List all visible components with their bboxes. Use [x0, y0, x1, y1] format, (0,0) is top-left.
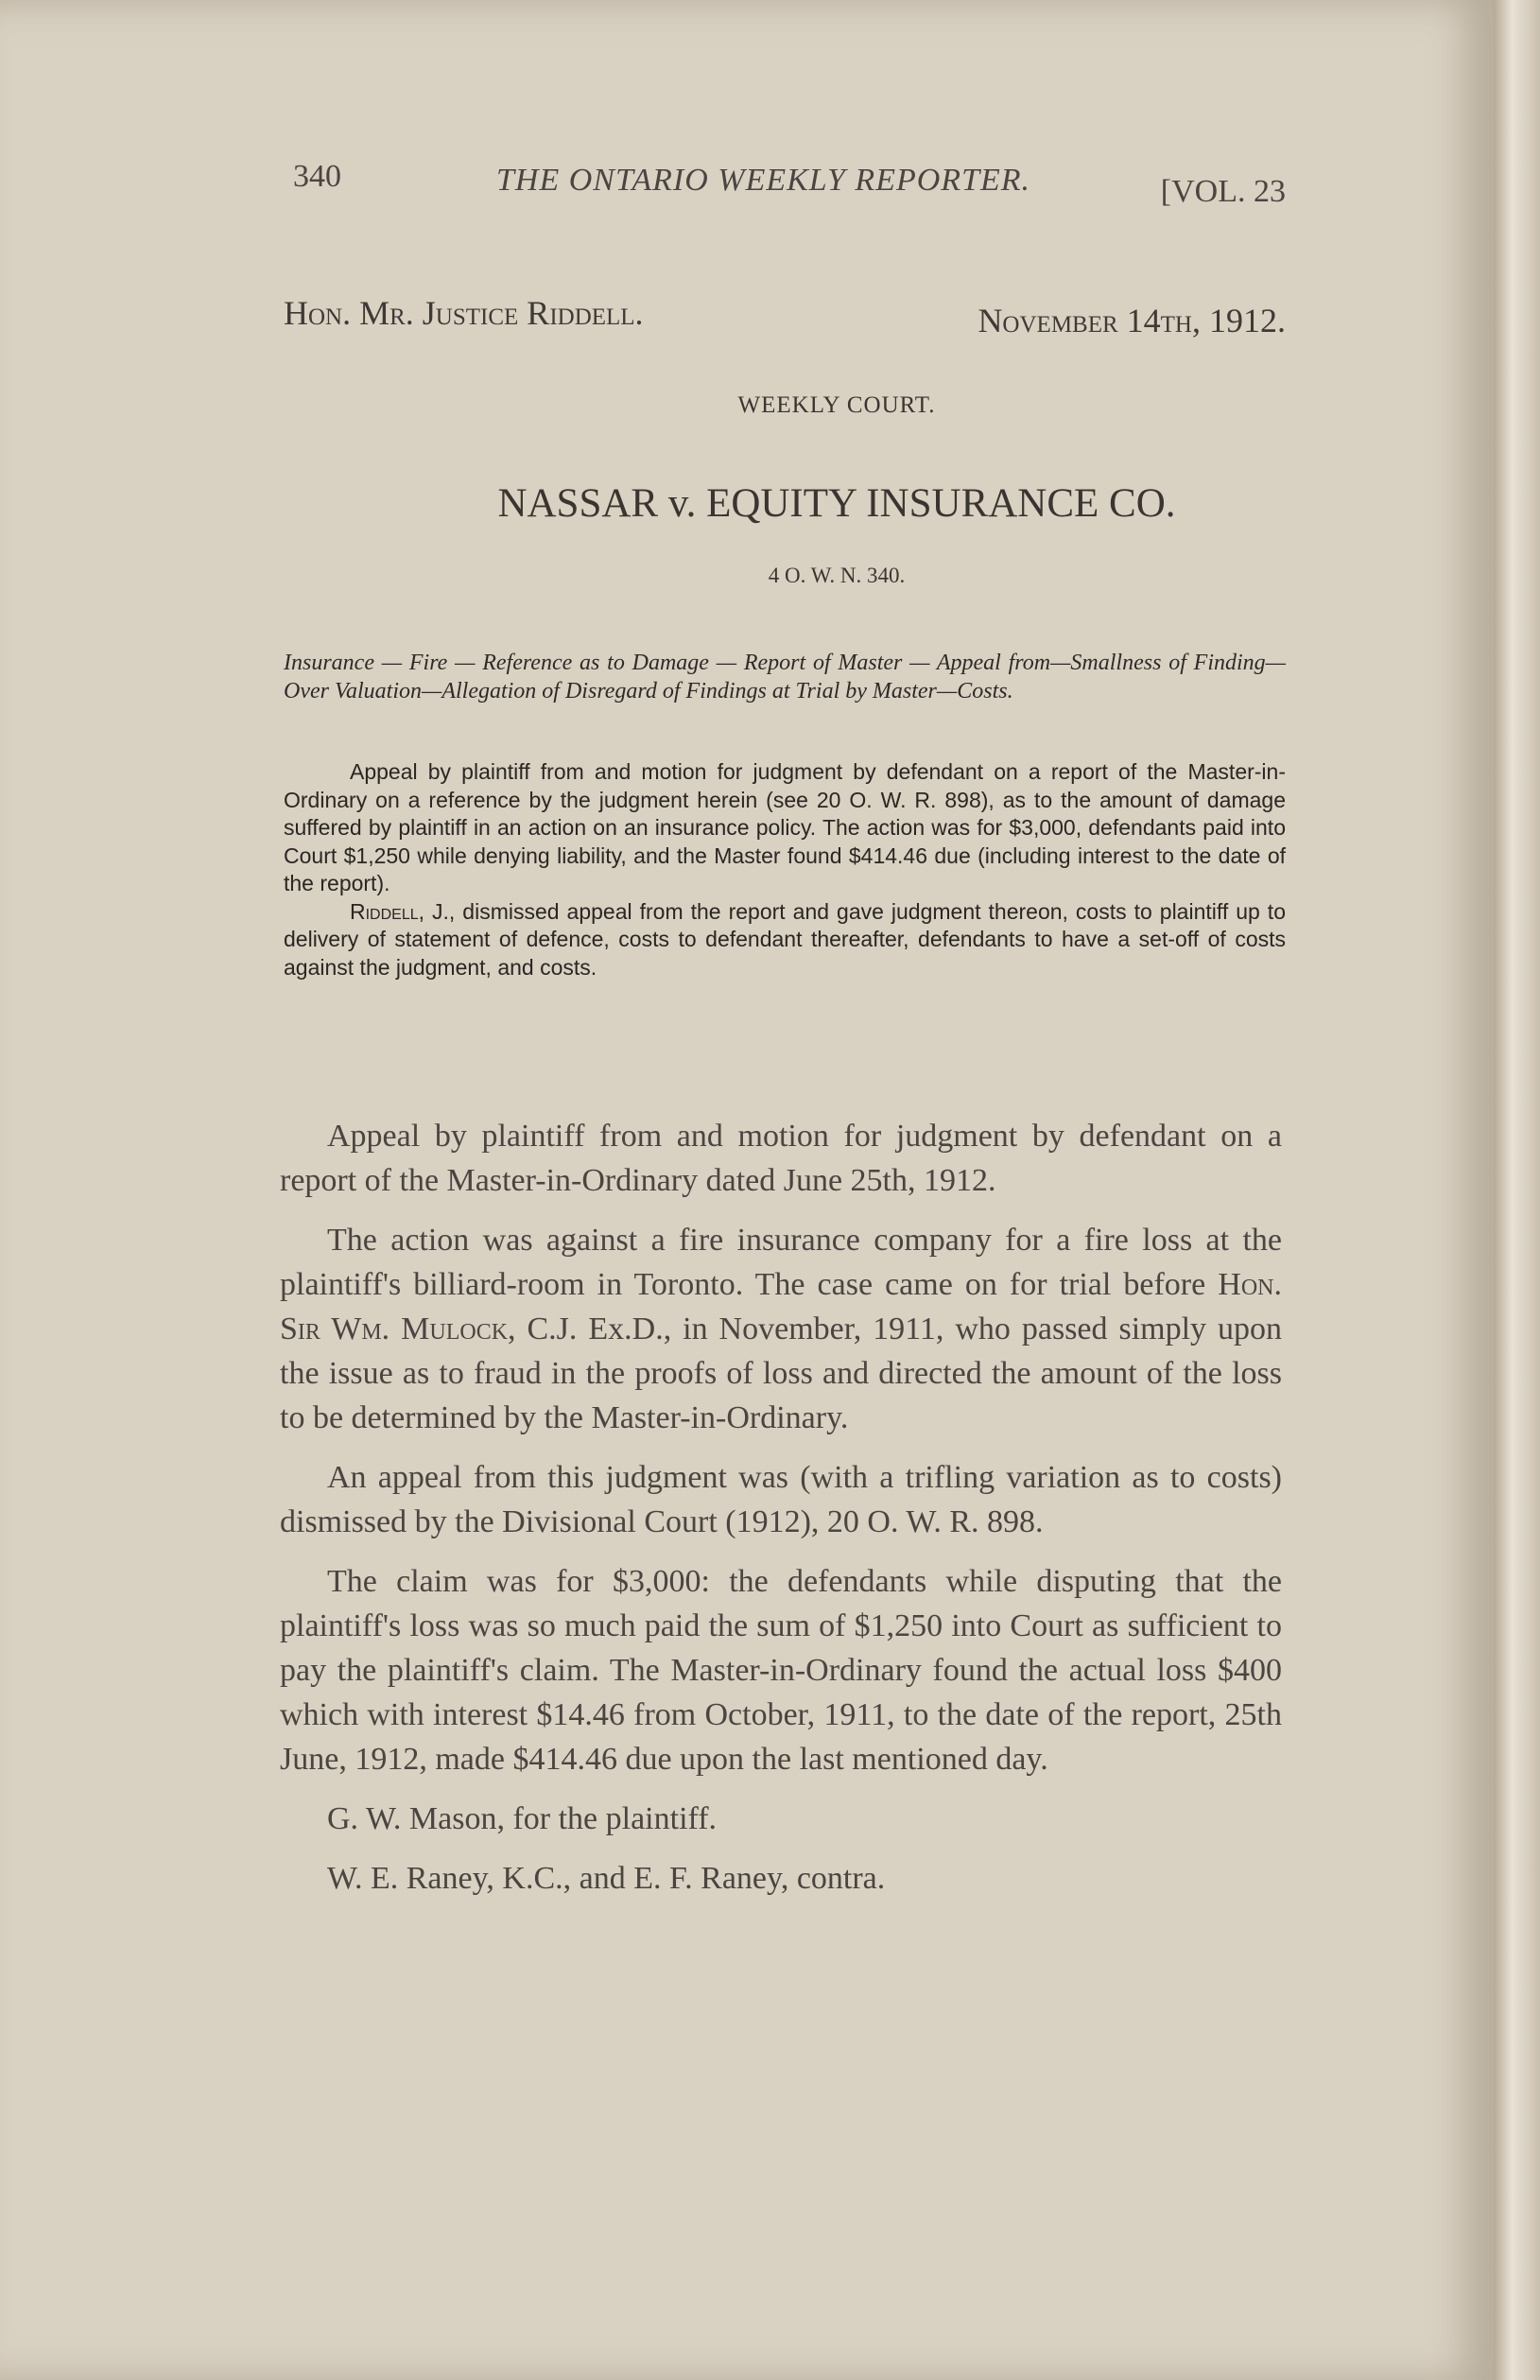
- summary-paragraph: Appeal by plaintiff from and motion for judgment by defendant on a report of the Master-in-Ordinary on a reference by the judgment herein (see 20 O. W. R. 898), as to the amount of damage suffered by plaintiff in an action on an insurance policy. The action was for $3,000, defendants paid into Court $1,250 while denying liability, and the Master found $414.46 due (including interest to the date of the report).: [284, 759, 1286, 895]
- headnote-keywords: Insurance — Fire — Reference as to Damage — Report of Master — Appeal from—Smallness of Finding—Over Valuation—Allegation of Disregard of Findings at Trial by Master—Costs.: [284, 651, 1286, 704]
- page-number: 340: [293, 159, 341, 194]
- body-paragraph: An appeal from this judgment was (with a trifling variation as to costs) dismissed by the Divisional Court (1912), 20 O. W. R. 898.: [280, 1460, 1282, 1539]
- summary-paragraph: [284, 898, 1286, 982]
- summary-judge: Riddell, J.,: [350, 898, 456, 924]
- judge-date-line: [284, 293, 1286, 339]
- volume-label: [VOL. 23: [1160, 174, 1286, 209]
- body-paragraph: The claim was for $3,000: the defendants while disputing that the plaintiff's loss was so much paid the sum of $1,250 into Court as sufficient to pay the plaintiff's claim. The Master-in-Ordinary found the actual loss $400 which with interest $14.46 from October, 1911, to the date of the report, 25th June, 1912, made $414.46 due upon the last mentioned day.: [280, 1564, 1282, 1777]
- judgment-body: [280, 1114, 1282, 1916]
- decision-date: November 14th, 1912.: [978, 302, 1286, 339]
- running-title: THE ONTARIO WEEKLY REPORTER.: [496, 163, 1031, 198]
- summary-holding: dismissed appeal from the report and gave judgment thereon, costs to plaintiff up to delivery of statement of defence, costs to defendant thereafter, defendants to have a set-off of costs against the judgment, and costs.: [284, 898, 1286, 980]
- body-text: The action was against a fire insurance company for a fire loss at the plaintiff's billiard-room in Toronto. The case came on for trial before: [280, 1223, 1282, 1302]
- trial-judge: Hon. Sir Wm. Mulock,: [280, 1267, 1282, 1346]
- body-text: C.J. Ex.D., in November, 1911, who passed simply upon the issue as to fraud in the proofs of loss and directed the amount of the loss to be determined by the Master-in-Ordinary.: [280, 1312, 1283, 1435]
- case-citation: 4 O. W. N. 340.: [768, 564, 906, 587]
- page-edge: [1494, 0, 1540, 2380]
- body-paragraph: [280, 1218, 1282, 1440]
- running-header: [293, 159, 1286, 209]
- body-paragraph: Appeal by plaintiff from and motion for judgment by defendant on a report of the Master-in-Ordinary dated June 25th, 1912.: [280, 1119, 1282, 1198]
- counsel-defendant: W. E. Raney, K.C., and E. F. Raney, contra.: [327, 1861, 886, 1896]
- court-name: WEEKLY COURT.: [737, 392, 936, 418]
- counsel-plaintiff: G. W. Mason, for the plaintiff.: [327, 1801, 718, 1836]
- headnote-summary: [284, 758, 1286, 982]
- judge-name: Hon. Mr. Justice Riddell.: [284, 294, 644, 332]
- case-title: NASSAR v. EQUITY INSURANCE CO.: [497, 481, 1176, 526]
